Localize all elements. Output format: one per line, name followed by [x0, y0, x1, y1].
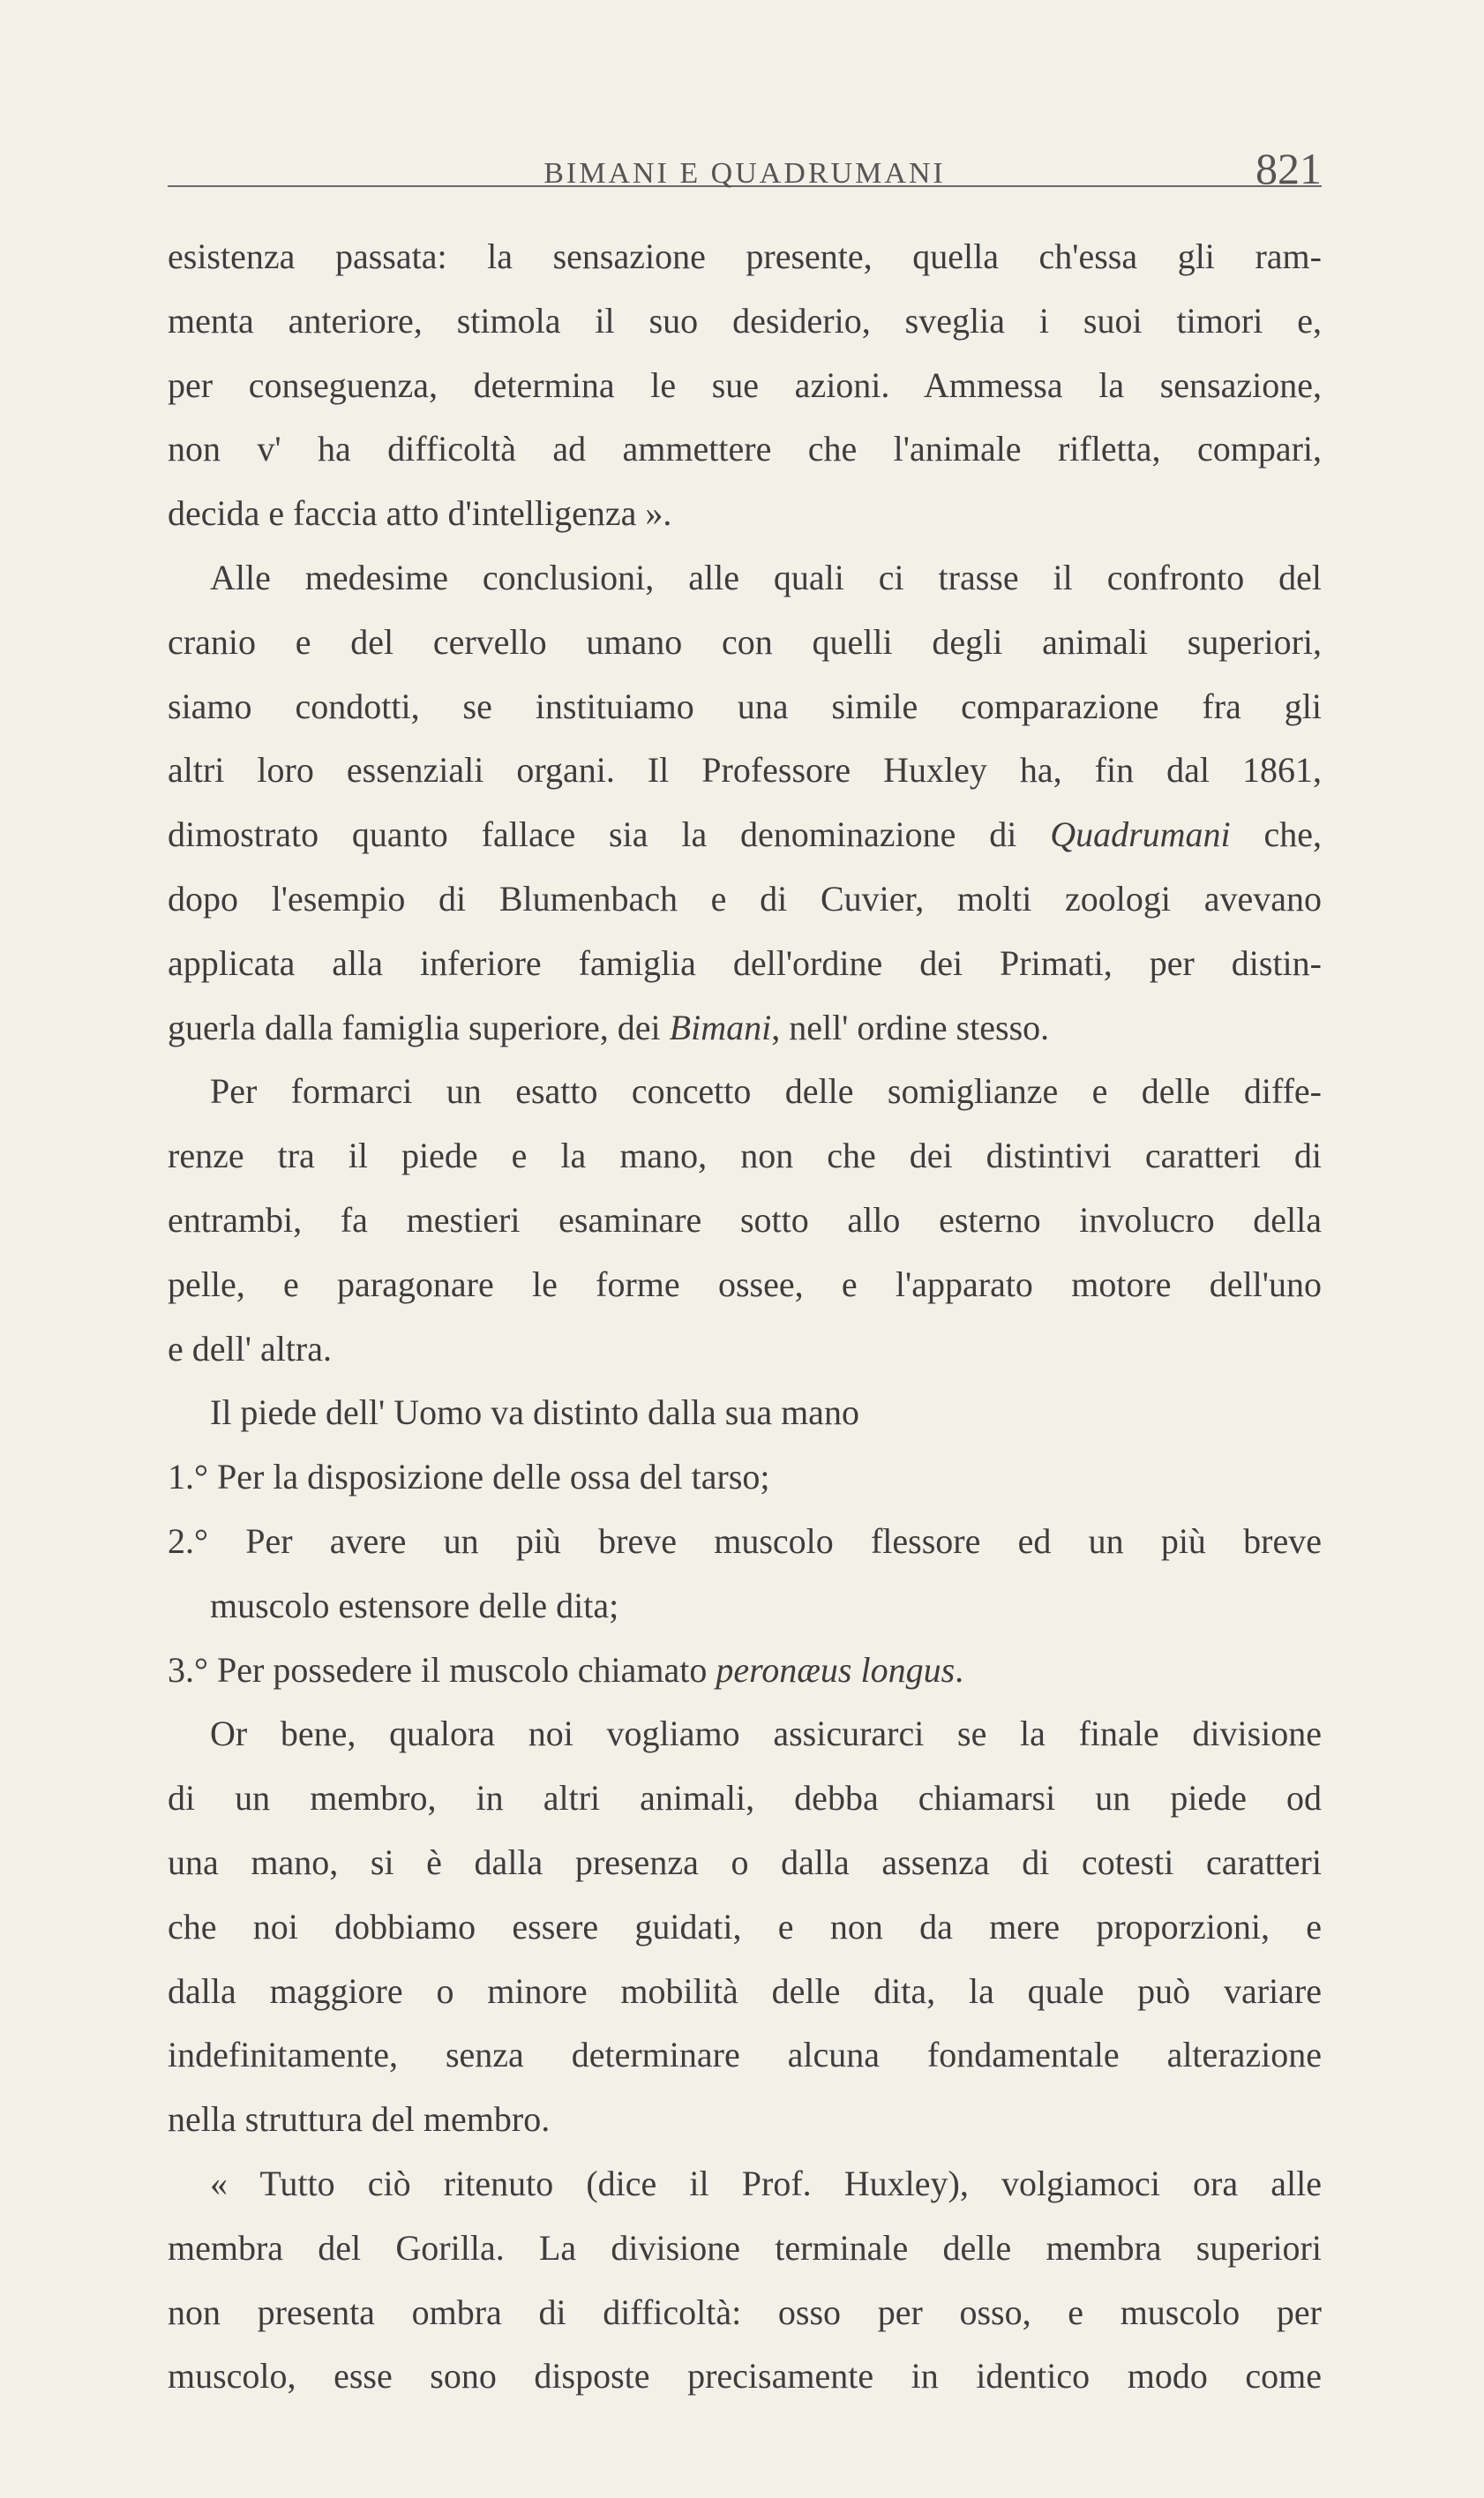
text-run: . — [955, 1649, 964, 1690]
text-line: Il piede dell' Uomo va distinto dalla sua mano — [210, 1392, 859, 1433]
text-line: indefinitamente, senza determinare alcuna fondamentale alterazione — [168, 2035, 1322, 2075]
text-line: dopo l'esempio di Blumenbach e di Cuvier, molti zoologi avevano — [168, 878, 1322, 919]
text-line: che noi dobbiamo essere guidati, e non da mere proporzioni, e — [168, 1906, 1322, 1947]
text-line: e dell' altra. — [168, 1328, 332, 1369]
text-run: dimostrato quanto fallace sia la denominazione di — [168, 814, 1051, 855]
text-run: 3.° Per possedere il muscolo chiamato — [168, 1649, 716, 1690]
page-body — [168, 225, 1322, 2409]
text-line: dalla maggiore o minore mobilità delle dita, la quale può variare — [168, 1970, 1322, 2011]
text-line: una mano, si è dalla presenza o dalla assenza di cotesti caratteri — [168, 1842, 1322, 1882]
text-line: muscolo, esse sono disposte precisamente in identico modo come — [168, 2356, 1322, 2397]
text-line: di un membro, in altri animali, debba chiamarsi un piede od — [168, 1778, 1322, 1819]
text-run: , nell' ordine stesso. — [771, 1007, 1050, 1047]
text-run: che, — [1230, 814, 1322, 855]
text-line: entrambi, fa mestieri esaminare sotto allo esterno involucro della — [168, 1199, 1322, 1240]
text-line: « Tutto ciò ritenuto (dice il Prof. Huxley), volgiamoci ora alle — [210, 2163, 1322, 2203]
italic-term: peronæus longus — [716, 1649, 956, 1690]
italic-term: Quadrumani — [1050, 814, 1231, 855]
text-line: Alle medesime conclusioni, alle quali ci trasse il confronto del — [210, 557, 1322, 597]
list-item: 2.° Per avere un più breve muscolo flessore ed un più breve — [168, 1520, 1322, 1561]
page-number: 821 — [1255, 144, 1322, 193]
running-title: BIMANI E QUADRUMANI — [543, 157, 946, 190]
text-line: esistenza passata: la sensazione presente, quella ch'essa gli ram- — [168, 236, 1322, 276]
text-line: membra del Gorilla. La divisione terminale delle membra superiori — [168, 2227, 1322, 2268]
text-line: applicata alla inferiore famiglia dell'ordine dei Primati, per distin- — [168, 942, 1322, 983]
text-line — [168, 803, 1322, 867]
text-line: altri loro essenziali organi. Il Professore Huxley ha, fin dal 1861, — [168, 750, 1322, 791]
text-run: guerla dalla famiglia superiore, dei — [168, 1007, 670, 1047]
text-line: nella struttura del membro. — [168, 2099, 551, 2140]
text-line: Or bene, qualora noi vogliamo assicurarci se la finale divisione — [210, 1714, 1322, 1754]
text-line — [168, 996, 1322, 1061]
text-line: per conseguenza, determina le sue azioni. Ammessa la sensazione, — [168, 364, 1322, 405]
list-item — [168, 1639, 1322, 1703]
italic-term: Bimani — [669, 1007, 772, 1047]
text-line: non v' ha difficoltà ad ammettere che l'animale rifletta, compari, — [168, 429, 1322, 469]
text-line: cranio e del cervello umano con quelli degli animali superiori, — [168, 621, 1322, 662]
text-line: Per formarci un esatto concetto delle somiglianze e delle diffe- — [210, 1071, 1322, 1112]
list-item: 1.° Per la disposizione delle ossa del tarso; — [168, 1457, 770, 1497]
text-line: pelle, e paragonare le forme ossee, e l'apparato motore dell'uno — [168, 1264, 1322, 1304]
running-header — [168, 124, 1322, 193]
text-line: menta anteriore, stimola il suo desiderio, sveglia i suoi timori e, — [168, 300, 1322, 341]
text-line: renze tra il piede e la mano, non che dei distintivi caratteri di — [168, 1136, 1322, 1176]
text-line: non presenta ombra di difficoltà: osso per osso, e muscolo per — [168, 2292, 1322, 2332]
text-line: siamo condotti, se instituiamo una simile comparazione fra gli — [168, 686, 1322, 726]
list-item-continuation: muscolo estensore delle dita; — [210, 1585, 619, 1625]
text-line: decida e faccia atto d'intelligenza ». — [168, 493, 672, 534]
